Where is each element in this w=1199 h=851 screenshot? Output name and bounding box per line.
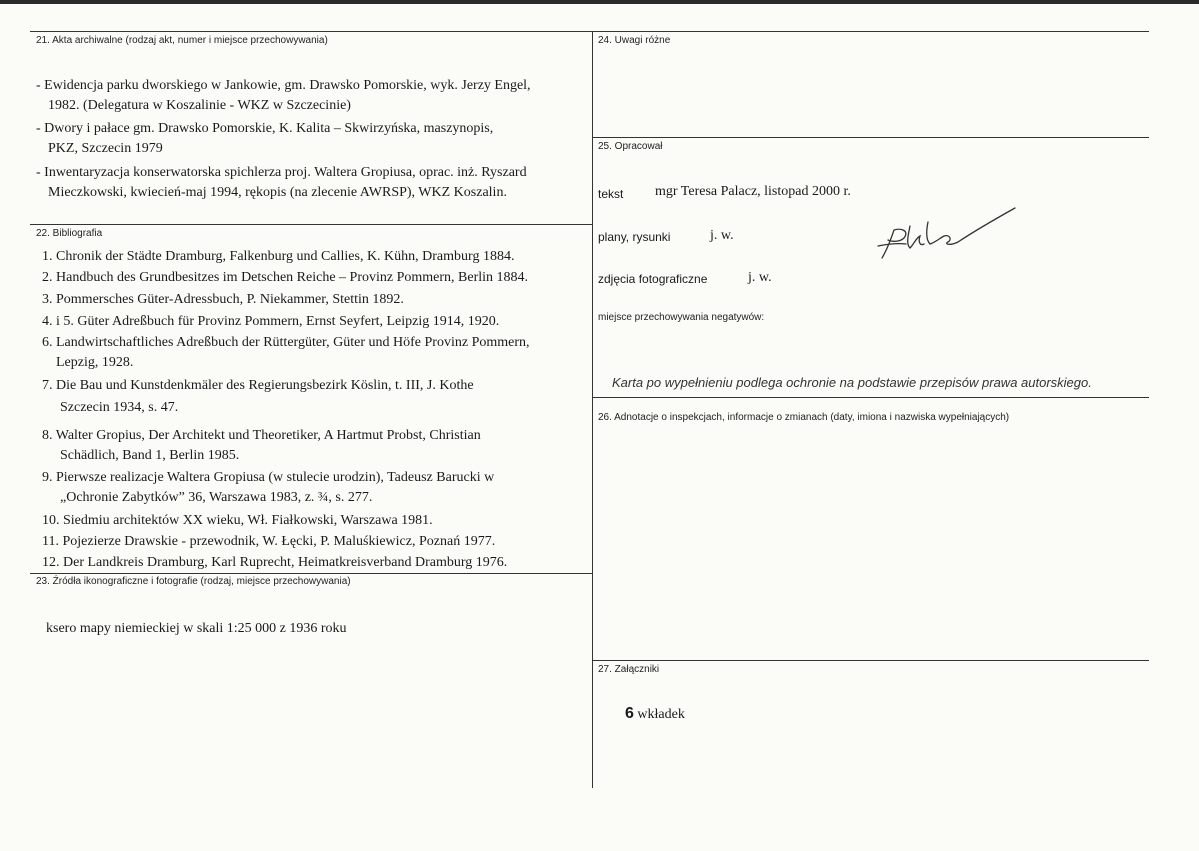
- bib-item-1: [42, 247, 514, 267]
- bib-item-10: [42, 511, 433, 531]
- bib-item-9-line2: „Ochronie Zabytków” 36, Warszawa 1983, z. ¾, s. 277.: [60, 490, 373, 505]
- attachments-word: wkładek: [637, 707, 685, 722]
- zdjecia-value: j. w.: [748, 270, 772, 285]
- section-21-label: 21. Akta archiwalne (rodzaj akt, numer i miejsce przechowywania): [36, 35, 328, 46]
- bib-item-7-line1: 7. Die Bau und Kunstdenkmäler des Regierungsbezirk Köslin, t. III, J. Kothe: [42, 378, 474, 393]
- s21-item-3: [36, 163, 527, 203]
- bib-item-2-line1: 2. Handbuch des Grundbesitzes im Detschen Reiche – Provinz Pommern, Berlin 1884.: [42, 270, 529, 285]
- bib-item-9-line1: 9. Pierwsze realizacje Waltera Gropiusa (w stulecie urodzin), Tadeusz Barucki w: [42, 470, 495, 485]
- bib-item-7: [42, 376, 474, 418]
- bib-item-9: [42, 468, 494, 508]
- attachments-text: [625, 704, 685, 725]
- column-divider: [592, 31, 593, 788]
- section-22-label: 22. Bibliografia: [36, 228, 103, 239]
- bib-item-11-line1: 11. Pojezierze Drawskie - przewodnik, W. Łęcki, P. Maluśkiewicz, Poznań 1977.: [42, 534, 496, 549]
- s21-item-1-line2: 1982. (Delegatura w Koszalinie - WKZ w Szczecinie): [48, 98, 351, 113]
- bib-item-8-line1: 8. Walter Gropius, Der Architekt und Theoretiker, A Hartmut Probst, Christian: [42, 428, 481, 443]
- bib-item-4-line1: 4. i 5. Güter Adreßbuch für Provinz Pommern, Ernst Seyfert, Leipzig 1914, 1920.: [42, 314, 500, 329]
- bib-item-4: [42, 312, 499, 332]
- section-24-label: 24. Uwagi różne: [598, 35, 671, 46]
- tekst-label: tekst: [598, 187, 624, 201]
- s21-item-2-line2: PKZ, Szczecin 1979: [48, 141, 163, 156]
- s21-item-1-line1: - Ewidencja parku dworskiego w Jankowie, gm. Drawsko Pomorskie, wyk. Jerzy Engel,: [36, 78, 531, 93]
- divider-26-27: [592, 660, 1149, 661]
- s21-item-3-line1: - Inwentaryzacja konserwatorska spichlerza proj. Waltera Gropiusa, oprac. inż. Ryszard: [36, 165, 527, 180]
- s21-item-2: [36, 119, 493, 159]
- divider-21-22: [30, 224, 592, 225]
- divider-25-26: [592, 397, 1149, 398]
- plany-label: plany, rysunki: [598, 230, 671, 244]
- divider-22-23: [30, 573, 592, 574]
- bib-item-3: [42, 290, 404, 310]
- bib-item-12-line1: 12. Der Landkreis Dramburg, Karl Ruprecht, Heimatkreisverband Dramburg 1976.: [42, 555, 508, 570]
- s21-item-3-line2: Mieczkowski, kwiecień-maj 1994, rękopis (na zlecenie AWRSP), WKZ Koszalin.: [48, 185, 507, 200]
- s21-item-1: [36, 76, 531, 116]
- bib-item-6-line2: Lepzig, 1928.: [56, 355, 134, 370]
- s23-text: ksero mapy niemieckiej w skali 1:25 000 z 1936 roku: [46, 621, 347, 636]
- bib-item-2: [42, 268, 528, 288]
- tekst-value: mgr Teresa Palacz, listopad 2000 r.: [655, 184, 851, 199]
- bib-item-11: [42, 532, 495, 552]
- section-26-label: 26. Adnotacje o inspekcjach, informacje o zmianach (daty, imiona i nazwiska wypełniających): [598, 412, 1010, 423]
- scan-top-edge: [0, 0, 1199, 4]
- zdjecia-label: zdjęcia fotograficzne: [598, 272, 708, 286]
- section-27-label: 27. Załączniki: [598, 664, 660, 675]
- section-25-label: 25. Opracował: [598, 141, 663, 152]
- bib-item-3-line1: 3. Pommersches Güter-Adressbuch, P. Niekammer, Stettin 1892.: [42, 292, 404, 307]
- bib-item-8: [42, 426, 481, 466]
- divider-24-25: [592, 137, 1149, 138]
- bib-item-10-line1: 10. Siedmiu architektów XX wieku, Wł. Fiałkowski, Warszawa 1981.: [42, 513, 433, 528]
- plany-value: j. w.: [710, 228, 734, 243]
- handwritten-signature: [870, 200, 1030, 275]
- bib-item-1-line1: 1. Chronik der Städte Dramburg, Falkenburg und Callies, K. Kühn, Dramburg 1884.: [42, 249, 515, 264]
- section-23-label: 23. Źródła ikonograficzne i fotografie (rodzaj, miejsce przechowywania): [36, 576, 351, 587]
- bib-item-6-line1: 6. Landwirtschaftliches Adreßbuch der Rüttergüter, Güter und Höfe Provinz Pommern,: [42, 335, 530, 350]
- bib-item-7-line2: Szczecin 1934, s. 47.: [60, 400, 179, 415]
- bib-item-12: [42, 553, 507, 573]
- bib-item-6: [42, 333, 530, 373]
- attachments-count: 6: [625, 705, 634, 722]
- negatywy-label: miejsce przechowywania negatywów:: [598, 312, 765, 323]
- top-border: [30, 31, 1149, 32]
- copyright-note: Karta po wypełnieniu podlega ochronie na podstawie przepisów prawa autorskiego.: [612, 375, 1092, 390]
- s21-item-2-line1: - Dwory i pałace gm. Drawsko Pomorskie, K. Kalita – Skwirzyńska, maszynopis,: [36, 121, 494, 136]
- bib-item-8-line2: Schädlich, Band 1, Berlin 1985.: [60, 448, 240, 463]
